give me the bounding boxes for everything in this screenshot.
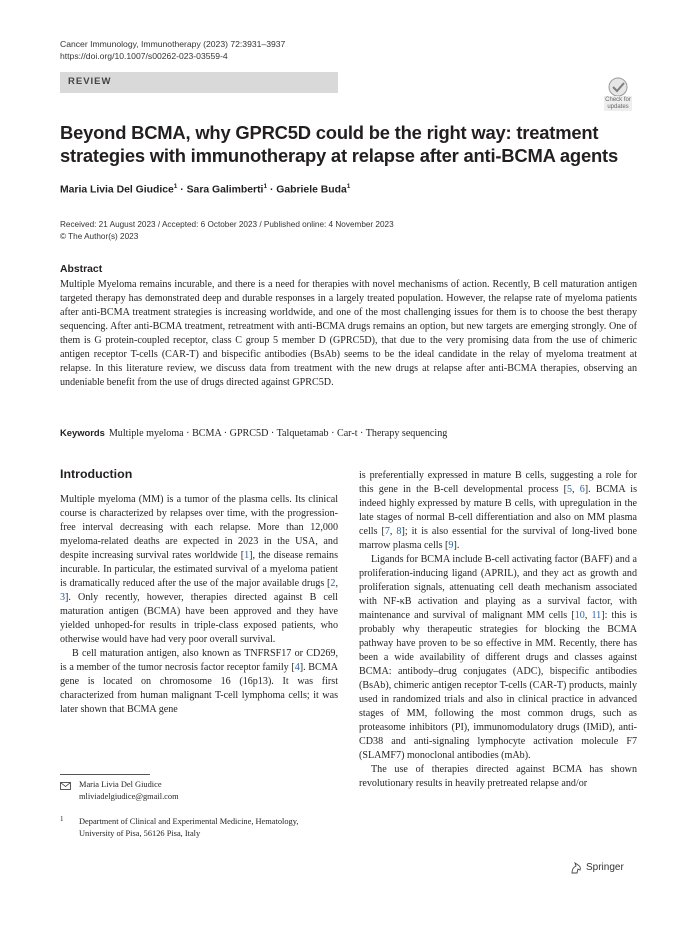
keywords (60, 426, 637, 441)
article-title: Beyond BCMA, why GPRC5D could be the right way: treatment strategies with immunotherapy at relapse after anti-BCMA agents (60, 122, 618, 166)
paragraph-text: ], the disease remains incurable. In particular, the estimated survival of a myeloma patient is dramatically reduced after the use of the major available drugs [ (60, 550, 339, 589)
introduction-heading: Introduction (60, 467, 133, 481)
paragraph-text: ]. Only recently, however, therapies directed against B cell maturation antigen (BCMA) have been approved and they have yielded unhoped-for results in triple-class exposed patients, who otherwise would have had very poor overall survival. (60, 592, 338, 645)
paragraph-text: ]: this is probably why therapeutic strategies for blocking the BCMA pathway have proven to be so effective in MM. Recently, there has been a wide availability of different drugs and classes against BCMA: antibody–drug conjugates (ADC), bispecific antibodies (BsAb), chimeric antigen receptor T-cells (CAR-T) products, mainly used in randomized trials and also in clinical practice in advanced stages of MM, following the most common drugs, such as proteasome inhibitors (PI), immunomodulatory drugs (IMiD), anti-CD38 and anti-signaling lymphocyte activation molecule F7 (SLAMF7) monoclonal antibodies (mAb). (359, 610, 637, 761)
contact-email[interactable]: mliviadelgiudice@gmail.com (79, 792, 179, 801)
reference-link[interactable]: 1 (244, 550, 250, 561)
intro-paragraph-2 (60, 647, 338, 717)
reference-link[interactable]: 7 (384, 526, 390, 537)
reference-link[interactable]: 6 (579, 484, 585, 495)
envelope-icon (60, 782, 71, 790)
left-column (60, 467, 338, 717)
footnote-divider (60, 774, 150, 775)
paragraph-text: Ligands for BCMA include B-cell activating factor (BAFF) and a proliferation-inducing ligand (APRIL), and they act as growth and proliferation signals, attenuating cell death mechanism associated with NF-κB activation and playing as a survival factor, with maintenance and survival of malignant MM cells [ (359, 554, 637, 621)
reference-link[interactable]: 11 (591, 610, 602, 621)
paragraph-text: The use of therapies directed against BCMA has shown revolutionary results in heavily pretreated relapse and/or (359, 764, 637, 789)
section-label: REVIEW (68, 76, 112, 87)
reference-link[interactable]: 4 (294, 662, 300, 673)
author-separator: · (267, 184, 277, 196)
keywords-label: Keywords (60, 427, 105, 438)
affiliation-text: Department of Clinical and Experimental Medicine, Hematology, University of Pisa, 56126 Pisa, Italy (79, 817, 299, 838)
paragraph-text: ]. BCMA is indeed highly expressed by mature B cells, with upregulation in the late stages of normal B-cell differentiation and also on MM plasma cells [ (359, 484, 637, 537)
author-list (60, 183, 350, 195)
intro-paragraph-3 (359, 469, 637, 553)
intro-paragraph-5 (359, 763, 637, 791)
publication-dates (60, 219, 394, 243)
section-label-bar (60, 72, 338, 93)
author-affiliation-marker: 1 (173, 183, 178, 190)
reference-link[interactable]: 2 (330, 578, 336, 589)
author-name: Maria Livia Del Giudice (60, 184, 174, 196)
publisher-logo-text: Springer (586, 862, 624, 873)
right-column (359, 469, 637, 791)
paragraph-text: B cell maturation antigen, also known as TNFRSF17 or CD269, is a member of the tumor necrosis factor receptor family [ (60, 648, 338, 673)
paragraph-text: , (389, 526, 397, 537)
contact-name: Maria Livia Del Giudice (79, 780, 162, 789)
reference-link[interactable]: 10 (574, 610, 585, 621)
reference-link[interactable]: 9 (448, 540, 454, 551)
intro-paragraph-1 (60, 493, 338, 647)
author-affiliation-marker: 1 (263, 183, 268, 190)
doi-link[interactable]: https://doi.org/10.1007/s00262-023-03559-4 (60, 51, 228, 61)
author-name: Sara Galimberti (186, 184, 264, 196)
received-dates: Received: 21 August 2023 / Accepted: 6 October 2023 / Published online: 4 November 2023 (60, 220, 394, 229)
copyright: © The Author(s) 2023 (60, 232, 139, 241)
paragraph-text: ]. (453, 540, 460, 551)
abstract-heading: Abstract (60, 264, 103, 275)
author-affiliation-marker: 1 (346, 183, 351, 190)
crossmark-label: Check for updates (605, 97, 631, 110)
paragraph-text: ]. BCMA gene is located on chromosome 16 (16p13). It was first characterized from human malignant T-cell lymphoma cells; it was later shown that BCMA gene (60, 662, 338, 715)
paragraph-text: Multiple myeloma (MM) is a tumor of the plasma cells. Its clinical course is characterized by relapses over time, with the progression-free interval decreasing with each relapse. More than 12,000 myeloma-related deaths are expected in 2023 in the USA, and despite increasing survival rates worldwide [ (60, 494, 338, 561)
keywords-text: Multiple myeloma · BCMA · GPRC5D · Talquetamab · Car-t · Therapy sequencing (108, 428, 448, 439)
reference-link[interactable]: 5 (566, 484, 573, 495)
journal-citation: Cancer Immunology, Immunotherapy (2023) 72:3931–3937 (60, 39, 286, 49)
author-separator: · (177, 184, 187, 196)
paragraph-text: ]; it is also essential for the survival of long-lived bone marrow plasma cells [ (359, 526, 637, 551)
reference-link[interactable]: 8 (396, 526, 402, 537)
corresponding-author (79, 779, 179, 803)
paragraph-text: , (335, 578, 338, 589)
paragraph-text: is preferentially expressed in mature B cells, suggesting a role for this gene in the B-cell developmental process [ (359, 470, 637, 495)
reference-link[interactable]: 3 (60, 592, 66, 603)
springer-horse-icon (569, 861, 583, 875)
intro-paragraph-4 (359, 553, 637, 763)
journal-header (60, 38, 285, 62)
abstract-text: Multiple Myeloma remains incurable, and there is a need for therapies with novel mechanisms of action. Recently, B cell maturation antigen targeted therapy has demonstrated deep and durable responses in a largely treated population. However, the relapse rate of myeloma patients after anti-BCMA treatment strategies is increasing worldwide, and one of the most challenging issues for them is to choose the best therapy sequencing. After anti-BCMA treatment, retreatment with anti-BCMA drugs remains an option, but new targets are emerging strongly. One of them is G protein-coupled receptor, class C group 5 member D (GPRC5D), that due to the very promising data from the use of chimeric antigen receptor T-cells (CAR-T) and bispecific antibodies (BsAb) seems to be the ideal candidate in the relay of myeloma treatment at relapse. In this literature review, we discuss data from treatment with the new drugs at relapse after anti-BCMA therapies, observing an undeniable benefit from the use of drugs directed against GPRC5D. (60, 279, 637, 388)
affiliation-number: 1 (60, 815, 64, 823)
author-name: Gabriele Buda (276, 184, 347, 196)
paragraph-text: , (584, 610, 592, 621)
paragraph-text: , (572, 484, 580, 495)
